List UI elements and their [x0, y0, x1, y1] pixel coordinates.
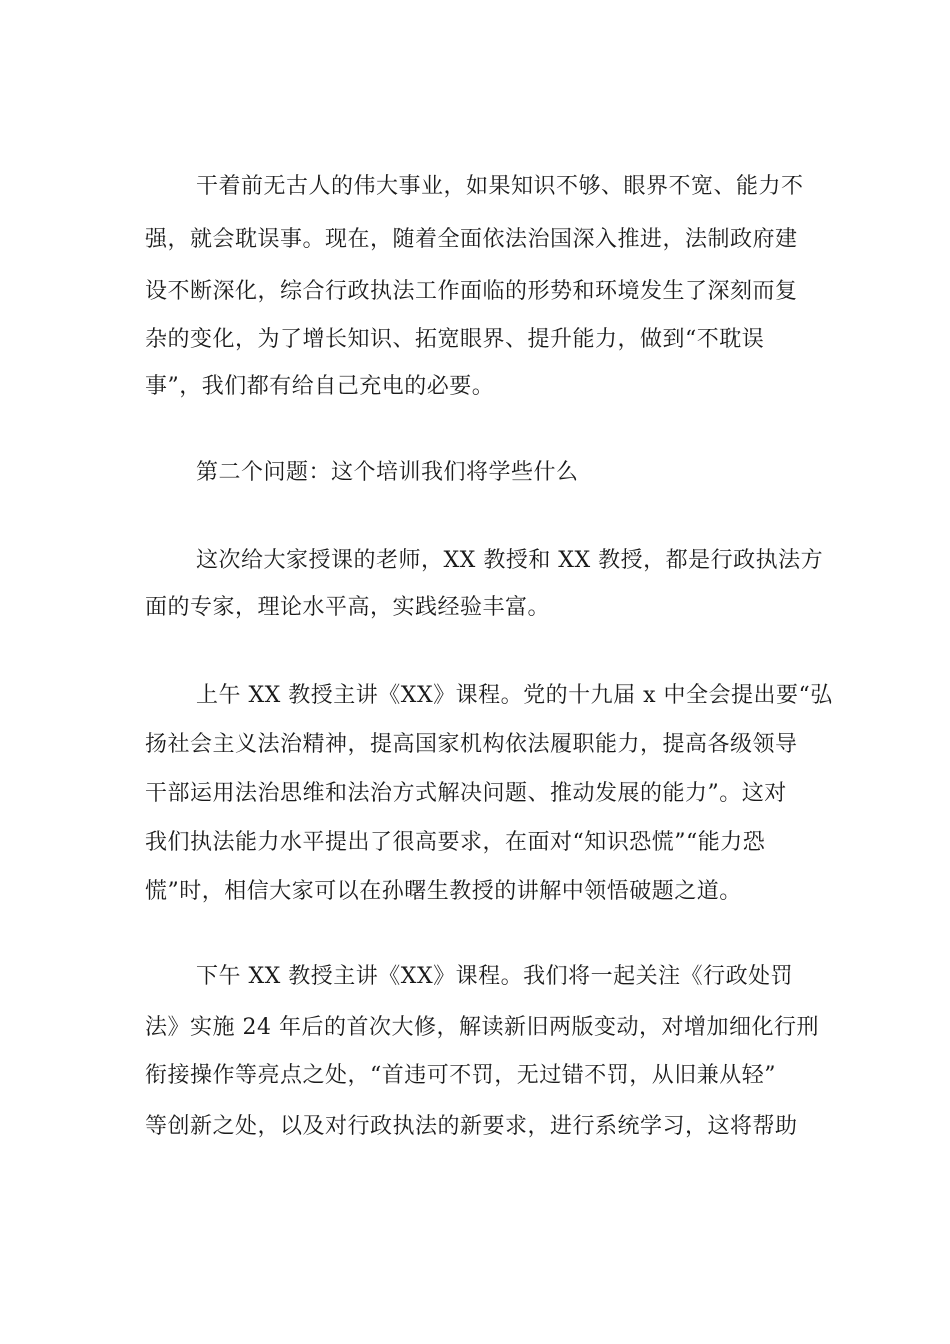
text-line: 等创新之处，以及对行政执法的新要求，进行系统学习，这将帮助 [145, 1114, 798, 1139]
text-line: 扬社会主义法治精神，提高国家机构依法履职能力，提高各级领导 [145, 732, 798, 757]
text-line: 我们执法能力水平提出了很高要求，在面对“知识恐慌”“能力恐 [145, 830, 766, 855]
text-line: 设不断深化，综合行政执法工作面临的形势和环境发生了深刻而复 [145, 279, 798, 304]
text-line: 事”，我们都有给自己充电的必要。 [145, 374, 495, 399]
text-line: 上午 XX 教授主讲《XX》课程。党的十九届 x 中全会提出要“弘 [196, 683, 833, 708]
text-line: 这次给大家授课的老师，XX 教授和 XX 教授，都是行政执法方 [196, 548, 824, 573]
text-line: 面的专家，理论水平高，实践经验丰富。 [145, 595, 551, 620]
text-line: 干着前无古人的伟大事业，如果知识不够、眼界不宽、能力不 [196, 174, 804, 199]
text-line: 干部运用法治思维和法治方式解决问题、推动发展的能力”。这对 [145, 781, 787, 806]
section-heading-text: 第二个问题：这个培训我们将学些什么 [196, 460, 579, 485]
text-line: 衔接操作等亮点之处，“首违可不罚，无过错不罚，从旧兼从轻” [145, 1063, 776, 1088]
text-line: 强，就会耽误事。现在，随着全面依法治国深入推进，法制政府建 [145, 227, 798, 252]
text-line: 杂的变化，为了增长知识、拓宽眼界、提升能力，做到“不耽误 [145, 327, 765, 352]
text-line: 法》实施 24 年后的首次大修，解读新旧两版变动，对增加细化行刑 [145, 1015, 819, 1040]
text-line: 慌”时，相信大家可以在孙曙生教授的讲解中领悟破题之道。 [145, 879, 742, 904]
text-line: 下午 XX 教授主讲《XX》课程。我们将一起关注《行政处罚 [196, 964, 794, 989]
